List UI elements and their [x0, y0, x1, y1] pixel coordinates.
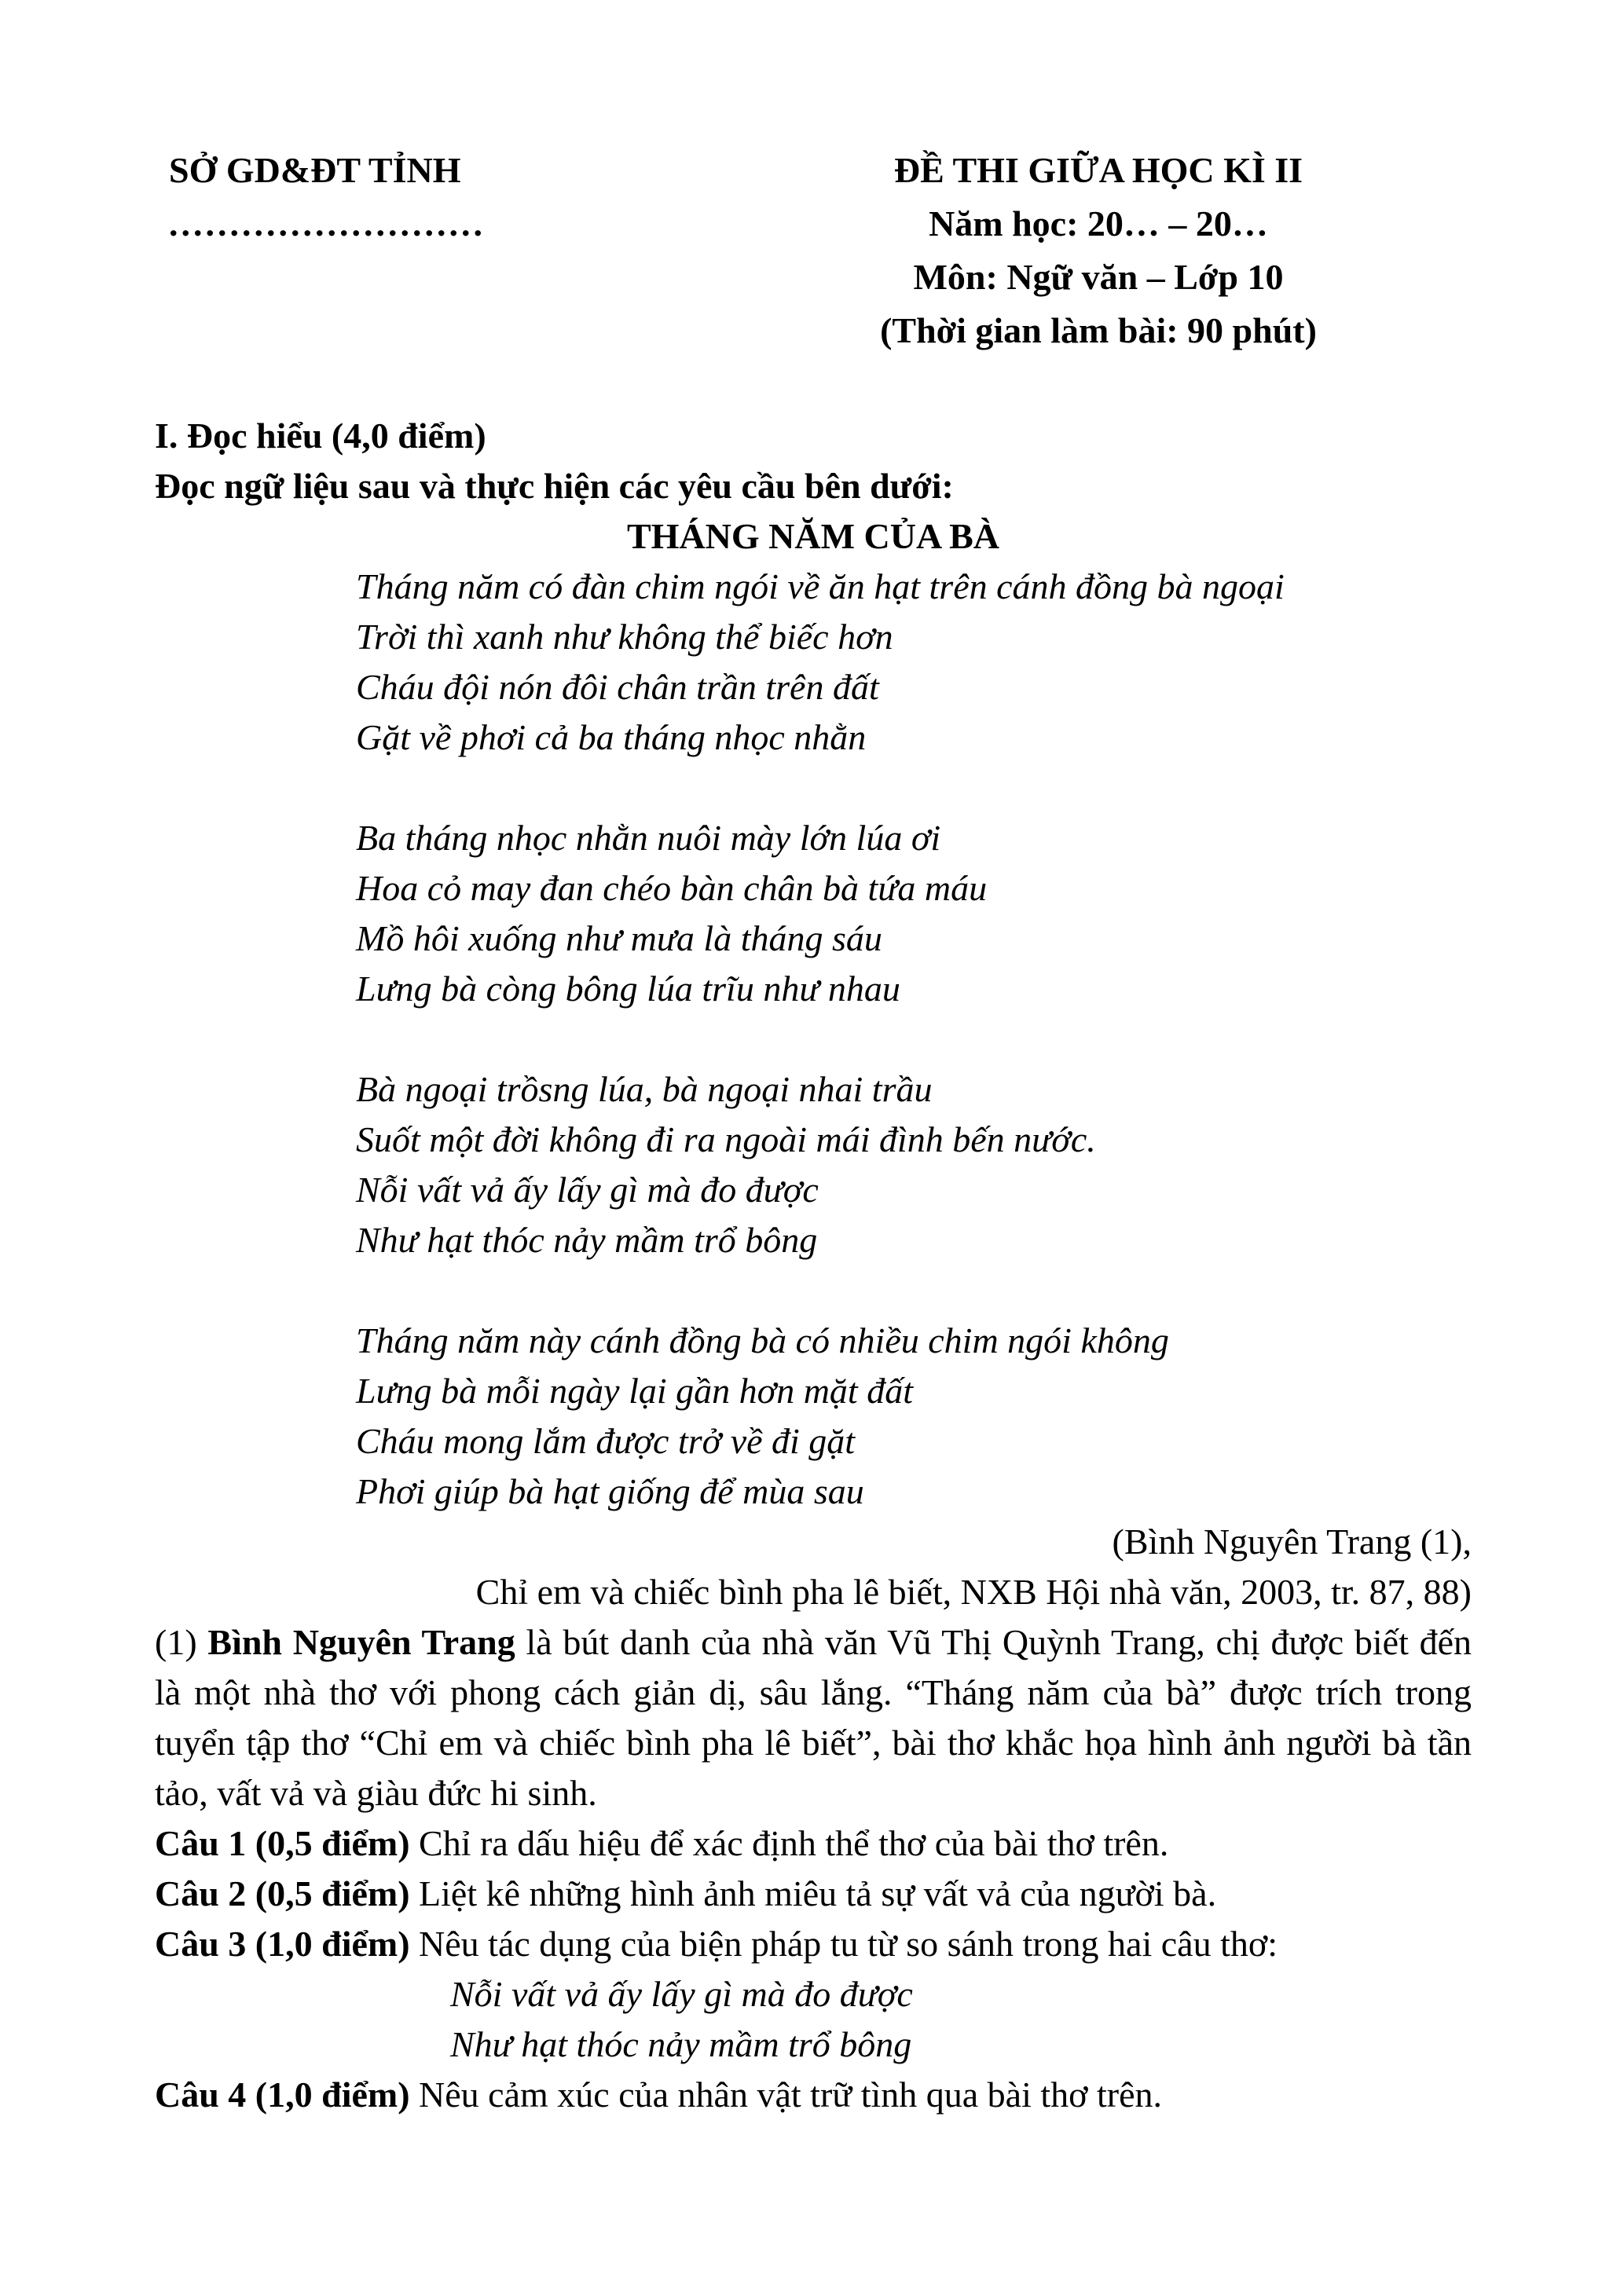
- poem: [155, 562, 1472, 1517]
- question-3-quote-line-2: Như hạt thóc nảy mầm trổ bông: [450, 2024, 912, 2064]
- question-1-label: Câu 1 (0,5 điểm): [155, 1823, 410, 1863]
- question-3-text: Nêu tác dụng của biện pháp tu từ so sánh trong hai câu thơ:: [409, 1924, 1278, 1964]
- author-footnote: [155, 1617, 1472, 1818]
- question-4-text: Nêu cảm xúc của nhân vật trữ tình qua bài thơ trên.: [409, 2074, 1162, 2115]
- poem-line: Hoa cỏ may đan chéo bàn chân bà tứa máu: [356, 868, 988, 908]
- school-year: Năm học: 20… – 20…: [929, 203, 1268, 244]
- poem-title: THÁNG NĂM CỦA BÀ: [626, 516, 1000, 556]
- footnote-text: là bút danh của nhà văn Vũ Thị Quỳnh Trang, chị được biết đến là một nhà thơ với phong cách giản dị, sâu lắng. “Tháng năm của bà” được trích trong tuyển tập thơ “Chỉ em và chiếc bình pha lê biết”, bài thơ khắc họa hình ảnh người bà tần tảo, vất vả và giàu đức hi sinh.: [155, 1622, 1472, 1813]
- authority-dotted-line: ..........................: [169, 203, 486, 244]
- poem-line: Ba tháng nhọc nhằn nuôi mày lớn lúa ơi: [356, 818, 941, 858]
- time-limit: (Thời gian làm bài: 90 phút): [880, 310, 1317, 350]
- poem-line: Mồ hôi xuống như mưa là tháng sáu: [356, 918, 882, 958]
- poem-line: Bà ngoại trồsng lúa, bà ngoại nhai trầu: [356, 1069, 933, 1109]
- question-4: [155, 2070, 1472, 2120]
- question-1: [155, 1818, 1472, 1869]
- poem-line: Tháng năm có đàn chim ngói về ăn hạt trên cánh đồng bà ngoại: [356, 566, 1285, 606]
- poem-line: Trời thì xanh như không thể biếc hơn: [356, 617, 893, 657]
- poem-stanza-2: [356, 813, 1472, 1014]
- poem-attribution-author: (Bình Nguyên Trang (1),: [1112, 1522, 1472, 1562]
- subject-grade: Môn: Ngữ văn – Lớp 10: [913, 257, 1284, 297]
- question-2-label: Câu 2 (0,5 điểm): [155, 1873, 410, 1913]
- poem-attribution-source: Chỉ em và chiếc bình pha lê biết, NXB Hội nhà văn, 2003, tr. 87, 88): [475, 1572, 1472, 1612]
- exam-title-block: [725, 144, 1472, 357]
- footnote-marker: (1): [155, 1622, 208, 1662]
- poem-line: Cháu mong lắm được trở về đi gặt: [356, 1421, 856, 1461]
- reading-instruction: Đọc ngữ liệu sau và thực hiện các yêu cầu bên dưới:: [155, 466, 954, 506]
- exam-title: ĐỀ THI GIỮA HỌC KÌ II: [893, 150, 1303, 190]
- footnote-author-name: Bình Nguyên Trang: [207, 1622, 515, 1662]
- question-2: [155, 1869, 1472, 1919]
- poem-line: Suốt một đời không đi ra ngoài mái đình bến nước.: [356, 1119, 1096, 1159]
- document-header: [155, 144, 1472, 357]
- poem-line: Phơi giúp bà hạt giống để mùa sau: [356, 1471, 864, 1511]
- question-4-label: Câu 4 (1,0 điểm): [155, 2074, 410, 2115]
- poem-line: Lưng bà còng bông lúa trĩu như nhau: [356, 969, 900, 1009]
- question-1-text: Chỉ ra dấu hiệu để xác định thể thơ của bài thơ trên.: [409, 1823, 1169, 1863]
- poem-stanza-3: [356, 1064, 1472, 1265]
- question-3: [155, 1919, 1472, 1969]
- poem-line: Lưng bà mỗi ngày lại gần hơn mặt đất: [356, 1371, 913, 1411]
- question-3-label: Câu 3 (1,0 điểm): [155, 1924, 410, 1964]
- poem-stanza-4: [356, 1316, 1472, 1517]
- authority-name: SỞ GD&ĐT TỈNH: [169, 150, 461, 190]
- poem-line: Cháu đội nón đôi chân trần trên đất: [356, 667, 879, 707]
- poem-line: Gặt về phơi cả ba tháng nhọc nhằn: [356, 717, 867, 757]
- section-heading-reading: I. Đọc hiểu (4,0 điểm): [155, 416, 486, 456]
- poem-line: Tháng năm này cánh đồng bà có nhiều chim ngói không: [356, 1320, 1169, 1360]
- question-2-text: Liệt kê những hình ảnh miêu tả sự vất vả của người bà.: [409, 1873, 1217, 1913]
- poem-line: Như hạt thóc nảy mầm trổ bông: [356, 1220, 818, 1260]
- issuing-authority-block: [155, 144, 486, 357]
- poem-stanza-1: [356, 562, 1472, 763]
- question-3-quote-line-1: Nỗi vất vả ấy lấy gì mà đo được: [450, 1974, 913, 2014]
- poem-line: Nỗi vất vả ấy lấy gì mà đo được: [356, 1170, 819, 1210]
